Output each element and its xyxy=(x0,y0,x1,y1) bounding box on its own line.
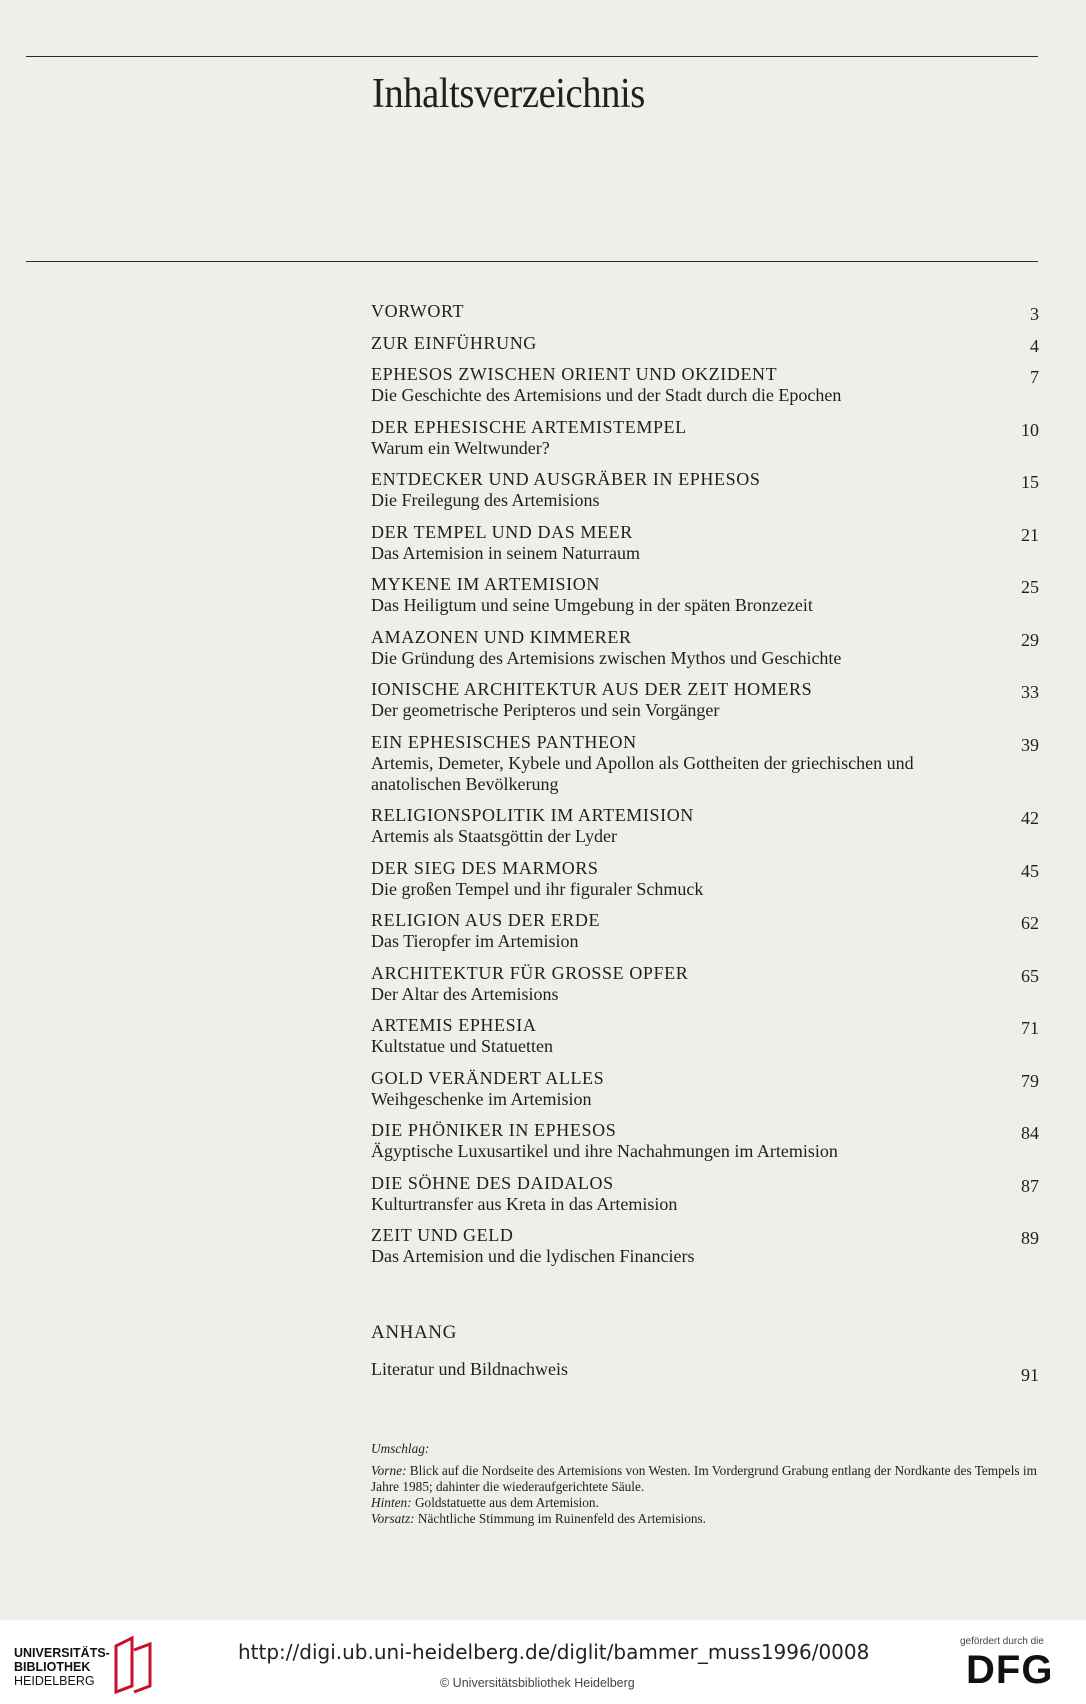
title-rule xyxy=(26,261,1038,262)
cover-back-credit: Hinten: Goldstatuette aus dem Artemision. xyxy=(371,1495,599,1510)
toc-page-number: 84 xyxy=(1021,1123,1039,1143)
toc-entry-subtitle: Die Gründung des Artemisions zwischen Mythos und Geschichte xyxy=(371,647,842,668)
copyright-notice: © Universitätsbibliothek Heidelberg xyxy=(440,1676,635,1690)
toc-page-number: 29 xyxy=(1021,629,1039,650)
toc-entry-heading: DER TEMPEL UND DAS MEER xyxy=(371,521,633,542)
toc-page-number: 21 xyxy=(1021,524,1039,545)
source-url-link[interactable]: http://digi.ub.uni-heidelberg.de/diglit/bammer_muss1996/0008 xyxy=(238,1640,870,1664)
toc-page-number: 71 xyxy=(1021,1018,1039,1038)
dfg-logo: DFG xyxy=(966,1648,1054,1692)
toc-page-number: 4 xyxy=(1030,335,1039,356)
toc-entry xyxy=(371,962,1039,1005)
toc-entry-heading: IONISCHE ARCHITEKTUR AUS DER ZEIT HOMERS xyxy=(371,679,813,699)
cover-credits xyxy=(371,1441,1039,1527)
toc-page-number: 45 xyxy=(1021,860,1039,881)
library-logo-icon xyxy=(112,1636,154,1694)
toc-page-number: 3 xyxy=(1030,304,1039,324)
toc-entry-heading: DER SIEG DES MARMORS xyxy=(371,857,599,878)
toc-entry xyxy=(371,804,1039,847)
toc-entry-subtitle: Warum ein Weltwunder? xyxy=(371,437,550,458)
toc-entry xyxy=(371,1224,1039,1267)
toc-entry xyxy=(371,857,1039,900)
toc-entry xyxy=(371,626,1039,669)
digitization-footer xyxy=(0,1620,1086,1704)
toc-entry-subtitle: Die Freilegung des Artemisions xyxy=(371,490,600,510)
toc-page-number: 42 xyxy=(1021,808,1039,828)
toc-entry-subtitle: Das Artemision und die lydischen Financiers xyxy=(371,1246,695,1266)
toc-page-number: 89 xyxy=(1021,1228,1039,1248)
anhang-heading: ANHANG xyxy=(371,1322,457,1343)
toc-page-number: 65 xyxy=(1021,965,1039,986)
toc-entry-heading: ZEIT UND GELD xyxy=(371,1225,514,1245)
top-rule xyxy=(26,56,1038,57)
page-title: Inhaltsverzeichnis xyxy=(372,71,645,117)
toc-entry-heading: AMAZONEN UND KIMMERER xyxy=(371,626,632,647)
toc-entry xyxy=(371,468,1039,511)
toc-entry xyxy=(371,521,1039,564)
library-logo-text: UNIVERSITÄTS- BIBLIOTHEK HEIDELBERG xyxy=(14,1646,110,1688)
toc-entry-subtitle: Ägyptische Luxusartikel und ihre Nachahmungen im Artemision xyxy=(371,1141,838,1161)
toc-entry-heading: DER EPHESISCHE ARTEMISTEMPEL xyxy=(371,416,687,437)
toc-entry xyxy=(371,573,1039,616)
toc-entry xyxy=(371,300,1039,322)
toc-entry-heading: ZUR EINFÜHRUNG xyxy=(371,332,537,353)
toc-entry xyxy=(371,332,1039,354)
toc-entry xyxy=(371,1172,1039,1215)
toc-page-number: 10 xyxy=(1021,419,1039,440)
toc-entry-heading: GOLD VERÄNDERT ALLES xyxy=(371,1067,605,1088)
toc-page-number: 87 xyxy=(1021,1175,1039,1196)
toc-entry-subtitle: Die großen Tempel und ihr figuraler Schmuck xyxy=(371,878,704,899)
toc-entry-heading: RELIGIONSPOLITIK IM ARTEMISION xyxy=(371,805,694,825)
cover-credits-heading: Umschlag: xyxy=(371,1441,430,1456)
toc-entry xyxy=(371,363,1039,406)
toc-entry-heading: ARCHITEKTUR FÜR GROSSE OPFER xyxy=(371,962,689,983)
toc-entry-literatur xyxy=(371,1359,1039,1385)
toc-entry xyxy=(371,731,1039,795)
toc-page-number: 39 xyxy=(1021,734,1039,755)
toc-entry-subtitle: Artemis als Staatsgöttin der Lyder xyxy=(371,826,617,846)
toc-entry-heading: VORWORT xyxy=(371,301,465,321)
table-of-contents xyxy=(371,300,1039,1277)
toc-entry-subtitle: Artemis, Demeter, Kybele und Apollon als Gottheiten der griechischen und anatolischen Bevölkerung xyxy=(371,752,914,794)
toc-entry-heading: ENTDECKER UND AUSGRÄBER IN EPHESOS xyxy=(371,469,761,489)
toc-page-number: 91 xyxy=(1021,1365,1039,1385)
toc-page-number: 15 xyxy=(1021,472,1039,492)
toc-entry xyxy=(371,1067,1039,1110)
toc-entry-subtitle: Der geometrische Peripteros und sein Vorgänger xyxy=(371,700,720,720)
endpaper-credit: Vorsatz: Nächtliche Stimmung im Ruinenfeld des Artemisions. xyxy=(371,1511,706,1526)
toc-entry-heading: EIN EPHESISCHES PANTHEON xyxy=(371,731,637,752)
toc-entry xyxy=(371,909,1039,952)
funding-note: gefördert durch die xyxy=(960,1636,1044,1647)
toc-entry-heading: MYKENE IM ARTEMISION xyxy=(371,574,600,594)
toc-entry xyxy=(371,1119,1039,1162)
toc-entry-title: Literatur und Bildnachweis xyxy=(371,1359,568,1379)
toc-entry-subtitle: Weihgeschenke im Artemision xyxy=(371,1088,592,1109)
toc-entry xyxy=(371,416,1039,459)
toc-entry-subtitle: Kulturtransfer aus Kreta in das Artemision xyxy=(371,1193,678,1214)
toc-entry-subtitle: Der Altar des Artemisions xyxy=(371,983,559,1004)
toc-entry-heading: EPHESOS ZWISCHEN ORIENT UND OKZIDENT xyxy=(371,364,778,384)
toc-entry-subtitle: Das Heiligtum und seine Umgebung in der späten Bronzezeit xyxy=(371,595,813,615)
toc-page-number: 79 xyxy=(1021,1070,1039,1091)
toc-entry-heading: DIE SÖHNE DES DAIDALOS xyxy=(371,1172,614,1193)
cover-front-credit: Vorne: Blick auf die Nordseite des Artemisions von Westen. Im Vordergrund Grabung entlang der Nordkante des Tempels im Jahre 1985; dahinter die wiederaufgerichtete Säule. xyxy=(371,1463,1037,1494)
toc-entry xyxy=(371,678,1039,721)
toc-entry-subtitle: Die Geschichte des Artemisions und der Stadt durch die Epochen xyxy=(371,385,842,405)
toc-entry-heading: ARTEMIS EPHESIA xyxy=(371,1015,537,1035)
toc-entry-subtitle: Das Artemision in seinem Naturraum xyxy=(371,542,640,563)
toc-page-number: 25 xyxy=(1021,577,1039,597)
toc-page-number: 33 xyxy=(1021,682,1039,702)
toc-page-number: 7 xyxy=(1030,367,1039,387)
toc-page-number: 62 xyxy=(1021,913,1039,933)
toc-entry-subtitle: Kultstatue und Statuetten xyxy=(371,1036,553,1056)
toc-entry-subtitle: Das Tieropfer im Artemision xyxy=(371,931,579,951)
toc-entry xyxy=(371,1014,1039,1057)
toc-entry-heading: RELIGION AUS DER ERDE xyxy=(371,910,601,930)
toc-entry-heading: DIE PHÖNIKER IN EPHESOS xyxy=(371,1120,617,1140)
